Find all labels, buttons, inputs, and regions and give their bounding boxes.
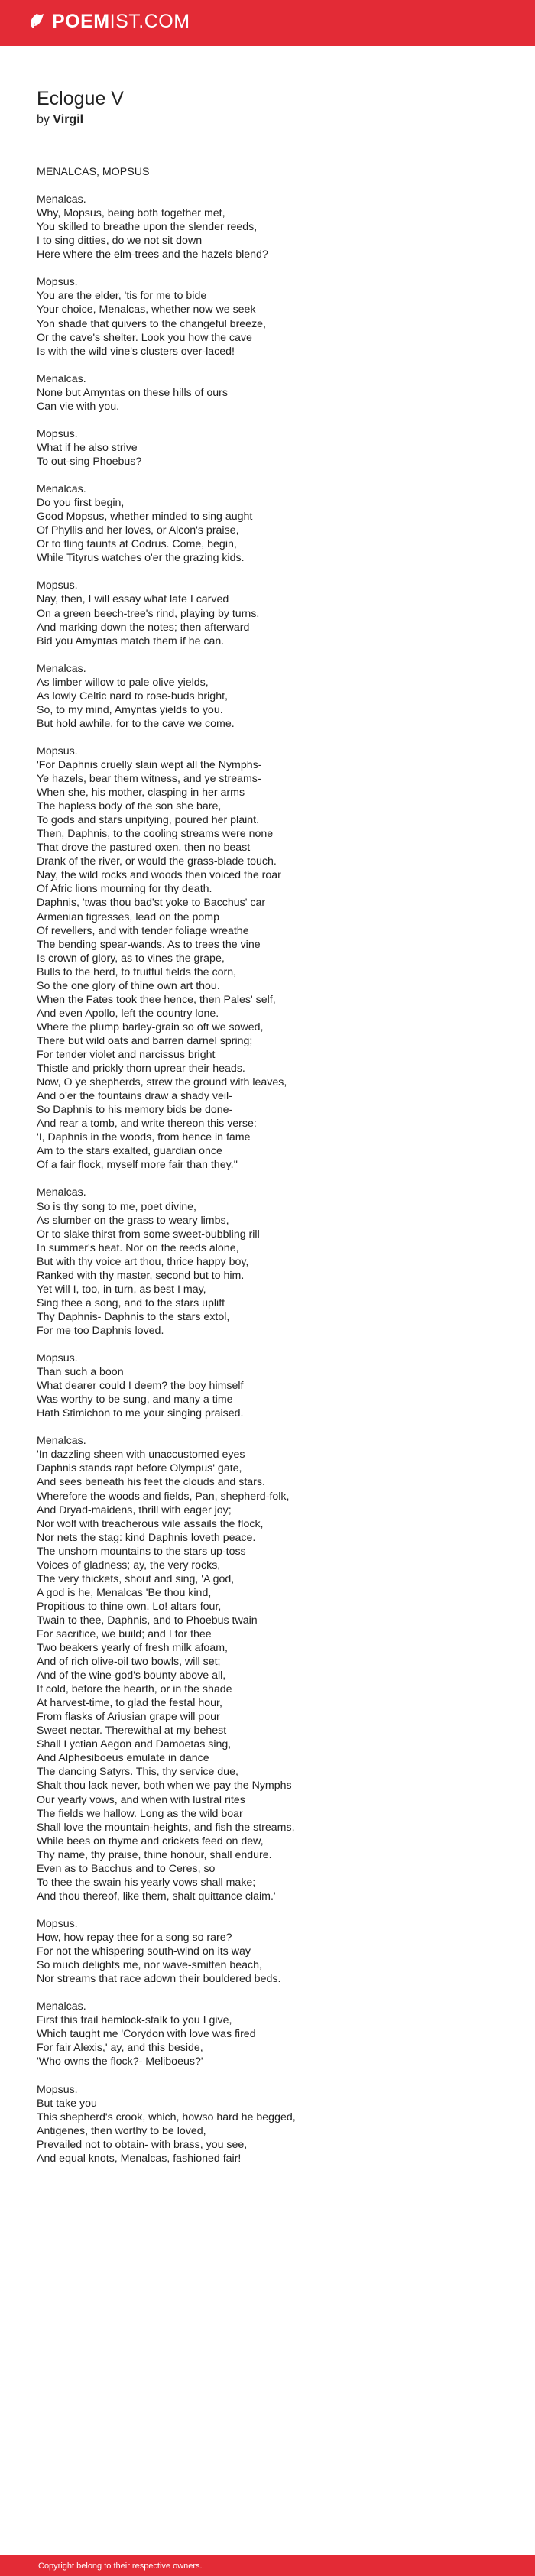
poem-line: While bees on thyme and crickets feed on dew, — [37, 1835, 264, 1848]
poem-line: To out-sing Phoebus? — [37, 455, 142, 468]
poem-line: Which taught me 'Corydon with love was fired — [37, 2028, 256, 2041]
poem-line: Mopsus. — [37, 745, 78, 758]
footer — [0, 2555, 535, 2576]
poem-line: There but wild oats and barren darnel spring; — [37, 1034, 253, 1047]
poem-line: And Alphesiboeus emulate in dance — [37, 1752, 209, 1765]
poem-line: Nor streams that race adown their bouldered beds. — [37, 1973, 281, 1986]
poem-line: Daphnis stands rapt before Olympus' gate, — [37, 1462, 242, 1475]
poem-line: And Dryad-maidens, thrill with eager joy; — [37, 1504, 232, 1517]
poem-line: Menalcas. — [37, 483, 86, 496]
poem-line: Was worthy to be sung, and many a time — [37, 1393, 233, 1406]
poem-line: Nay, then, I will essay what late I carved — [37, 593, 229, 606]
poem-line: To gods and stars unpitying, poured her plaint. — [37, 814, 260, 827]
poem-line: Mopsus. — [37, 427, 78, 440]
poem-line: Or to fling taunts at Codrus. Come, begin, — [37, 538, 237, 551]
poem-line: Nor nets the stag: kind Daphnis loveth peace. — [37, 1531, 256, 1544]
poem-line: Menalcas. — [37, 2000, 86, 2013]
logo-light: IST.COM — [109, 11, 190, 32]
poem-line: And of the wine-god's bounty above all, — [37, 1669, 226, 1682]
poem-line: Where the plump barley-grain so oft we sowed, — [37, 1020, 264, 1033]
poem-line: While Tityrus watches o'er the grazing kids. — [37, 552, 245, 565]
poem-line: If cold, before the hearth, or in the shade — [37, 1683, 232, 1696]
stanza — [37, 427, 511, 469]
poem-line: Of Phyllis and her loves, or Alcon's praise, — [37, 524, 239, 537]
poem-line: For me too Daphnis loved. — [37, 1324, 164, 1337]
poem-line: Mopsus. — [37, 579, 78, 592]
poem-line: The fields we hallow. Long as the wild boar — [37, 1807, 243, 1820]
poem-line: As limber willow to pale olive yields, — [37, 676, 209, 689]
stanza — [37, 662, 511, 731]
stanza — [37, 275, 511, 358]
poem-line: Good Mopsus, whether minded to sing aught — [37, 511, 253, 524]
poem-line: Yet will I, too, in turn, as best I may, — [37, 1283, 206, 1296]
poem-line: So Daphnis to his memory bids be done- — [37, 1104, 233, 1117]
poem-line: Wherefore the woods and fields, Pan, shepherd-folk, — [37, 1490, 290, 1503]
poem-line: The very thickets, shout and sing, 'A god, — [37, 1572, 235, 1585]
poem-line: Is crown of glory, as to vines the grape, — [37, 952, 225, 965]
poem-line: When she, his mother, clasping in her arms — [37, 787, 245, 800]
poem-line: Twain to thee, Daphnis, and to Phoebus twain — [37, 1614, 258, 1627]
poem-line: Shall love the mountain-heights, and fish the streams, — [37, 1821, 295, 1834]
poem-title: Eclogue V — [37, 88, 124, 109]
poem-line: 'For Daphnis cruelly slain wept all the Nymphs- — [37, 759, 262, 772]
poem-line: Mopsus. — [37, 1352, 78, 1365]
poem-line: But take you — [37, 2097, 97, 2110]
poem-line: And marking down the notes; then afterward — [37, 621, 250, 634]
top-bar — [0, 0, 535, 46]
stanza — [37, 1351, 511, 1420]
poem-line: You are the elder, 'tis for me to bide — [37, 290, 207, 303]
stanza — [37, 193, 511, 261]
poem-line: Am to the stars exalted, guardian once — [37, 1145, 222, 1158]
poem-line: Daphnis, 'twas thou bad'st yoke to Bacchus' car — [37, 897, 266, 910]
poem-line: None but Amyntas on these hills of ours — [37, 386, 228, 399]
poem-line: MENALCAS, MOPSUS — [37, 166, 150, 178]
poem-line: And rear a tomb, and write thereon this verse: — [37, 1118, 257, 1131]
poem-line: Armenian tigresses, lead on the pomp — [37, 910, 219, 923]
stanza — [37, 579, 511, 647]
poem-line: Mopsus. — [37, 2083, 78, 2096]
poem-line: First this frail hemlock-stalk to you I give, — [37, 2014, 232, 2027]
poem-line: What if he also strive — [37, 441, 138, 454]
poem-line: You skilled to breathe upon the slender reeds, — [37, 221, 258, 234]
poem-line: Menalcas. — [37, 662, 86, 675]
poem-line: Of revellers, and with tender foliage wreathe — [37, 924, 249, 937]
poem-line: Bulls to the herd, to fruitful fields the corn, — [37, 965, 237, 978]
poem-line: The bending spear-wands. As to trees the vine — [37, 938, 261, 951]
poem-line: How, how repay thee for a song so rare? — [37, 1932, 232, 1944]
logo-bold: POEM — [52, 11, 110, 32]
poemist-logo-icon — [28, 12, 46, 31]
poem-line: Menalcas. — [37, 193, 86, 206]
poem-line: Even as to Bacchus and to Ceres, so — [37, 1862, 216, 1875]
site-logo[interactable] — [28, 10, 190, 33]
poem-line: Shalt thou lack never, both when we pay the Nymphs — [37, 1780, 292, 1792]
poem-line: For fair Alexis,' ay, and this beside, — [37, 2042, 203, 2055]
poem-line: Menalcas. — [37, 1435, 86, 1448]
poem-line: Two beakers yearly of fresh milk afoam, — [37, 1642, 228, 1655]
poem-line: Mopsus. — [37, 276, 78, 289]
stanza — [37, 482, 511, 565]
poem-line: From flasks of Ariusian grape will pour — [37, 1711, 220, 1724]
author-link[interactable]: Virgil — [53, 113, 84, 126]
poem-line: Than such a boon — [37, 1366, 124, 1379]
poem-line: Ye hazels, bear them witness, and ye streams- — [37, 773, 261, 786]
poem-line: Can vie with you. — [37, 400, 120, 413]
poem-line: So, to my mind, Amyntas yields to you. — [37, 703, 223, 716]
byline — [37, 112, 83, 128]
poem-line: Mopsus. — [37, 1917, 78, 1930]
poem-line: But with thy voice art thou, thrice happy boy, — [37, 1255, 249, 1268]
poem-line: I to sing ditties, do we not sit down — [37, 235, 203, 248]
poem-line: As slumber on the grass to weary limbs, — [37, 1214, 229, 1227]
poem-line: Nay, the wild rocks and woods then voiced the roar — [37, 869, 281, 882]
poem-line: So much delights me, nor wave-smitten beach, — [37, 1959, 262, 1972]
stanza — [37, 1917, 511, 1986]
poem-line: Propitious to thine own. Lo! altars four, — [37, 1600, 222, 1613]
poem-line: And even Apollo, left the country lone. — [37, 1007, 219, 1020]
poem-line: At harvest-time, to glad the festal hour, — [37, 1697, 222, 1710]
poem-line: Drank of the river, or would the grass-blade touch. — [37, 855, 277, 868]
poem-line: Yon shade that quivers to the changeful breeze, — [37, 317, 266, 330]
poem-line: Shall Lyctian Aegon and Damoetas sing, — [37, 1738, 232, 1751]
poem-line: Now, O ye shepherds, strew the ground with leaves, — [37, 1076, 287, 1089]
poem-line: Sweet nectar. Therewithal at my behest — [37, 1724, 227, 1737]
stanza — [37, 372, 511, 414]
poem-line: Here where the elm-trees and the hazels blend? — [37, 248, 268, 261]
poem-line: Or to slake thirst from some sweet-bubbling rill — [37, 1228, 260, 1241]
poem-line: Nor wolf with treacherous wile assails the flock, — [37, 1517, 264, 1530]
poem-line: In summer's heat. Nor on the reeds alone, — [37, 1241, 239, 1254]
poem-line: So is thy song to me, poet divine, — [37, 1200, 196, 1213]
poem-line: And equal knots, Menalcas, fashioned fair! — [37, 2152, 242, 2165]
poem-line: The unshorn mountains to the stars up-toss — [37, 1545, 246, 1558]
stanza — [37, 165, 511, 179]
poem-line: Menalcas. — [37, 1186, 86, 1199]
stanza — [37, 1186, 511, 1338]
poem-line: Prevailed not to obtain- with brass, you see, — [37, 2138, 248, 2151]
logo-text — [52, 10, 190, 33]
poem-line: Menalcas. — [37, 372, 86, 385]
poem-line: This shepherd's crook, which, howso hard he begged, — [37, 2110, 296, 2123]
poem-line: On a green beech-tree's rind, playing by turns, — [37, 607, 260, 620]
poem-line: Of Afric lions mourning for thy death. — [37, 883, 212, 896]
stanza — [37, 1434, 511, 1903]
poem-line: And o'er the fountains draw a shady veil- — [37, 1090, 232, 1103]
poem-line: Ranked with thy master, second but to him. — [37, 1269, 245, 1282]
poem-line: Thy name, thy praise, thine honour, shall endure. — [37, 1848, 272, 1861]
poem-line: And of rich olive-oil two bowls, will set; — [37, 1656, 221, 1669]
poem-line: Antigenes, then worthy to be loved, — [37, 2124, 206, 2137]
poem-line: When the Fates took thee hence, then Pales' self, — [37, 993, 276, 1006]
poem-line: Or the cave's shelter. Look you how the cave — [37, 331, 252, 344]
poem-line: A god is he, Menalcas 'Be thou kind, — [37, 1586, 212, 1599]
poem-line: Why, Mopsus, being both together met, — [37, 207, 225, 220]
poem-line: Is with the wild vine's clusters over-laced! — [37, 345, 235, 358]
stanza — [37, 745, 511, 1172]
poem-line: That drove the pastured oxen, then no beast — [37, 842, 251, 855]
by-label: by — [37, 113, 50, 126]
poem-line: 'I, Daphnis in the woods, from hence in fame — [37, 1131, 251, 1144]
poem-line: So the one glory of thine own art thou. — [37, 979, 220, 992]
poem-line: Thistle and prickly thorn uprear their heads. — [37, 1063, 245, 1075]
poem-line: Then, Daphnis, to the cooling streams were none — [37, 828, 274, 841]
poem-line: What dearer could I deem? the boy himself — [37, 1380, 244, 1393]
poem-line: The dancing Satyrs. This, thy service due, — [37, 1766, 238, 1779]
poem-body — [37, 165, 511, 2179]
poem-line: Your choice, Menalcas, whether now we seek — [37, 303, 256, 316]
poem-line: As lowly Celtic nard to rose-buds bright, — [37, 689, 228, 702]
poem-line: For tender violet and narcissus bright — [37, 1049, 216, 1061]
poem-line: Voices of gladness; ay, the very rocks, — [37, 1559, 221, 1572]
footer-copyright: Copyright belong to their respective owners. — [38, 2561, 203, 2571]
poem-line: For sacrifice, we build; and I for thee — [37, 1627, 212, 1640]
poem-line: Sing thee a song, and to the stars uplift — [37, 1296, 225, 1309]
poem-line: Thy Daphnis- Daphnis to the stars extol, — [37, 1310, 230, 1323]
poem-line: And sees beneath his feet the clouds and stars. — [37, 1476, 265, 1489]
poem-line: And thou thereof, like them, shalt quittance claim.' — [37, 1890, 276, 1903]
stanza — [37, 2083, 511, 2166]
poem-line: Our yearly vows, and when with lustral rites — [37, 1793, 245, 1806]
poem-line: Hath Stimichon to me your singing praised. — [37, 1407, 244, 1420]
poem-line: Bid you Amyntas match them if he can. — [37, 634, 225, 647]
poem-line: To thee the swain his yearly vows shall make; — [37, 1876, 256, 1889]
poem-line: Of a fair flock, myself more fair than they.'' — [37, 1159, 238, 1172]
poem-line: 'Who owns the flock?- Meliboeus?' — [37, 2055, 203, 2068]
stanza — [37, 2000, 511, 2068]
poem-line: For not the whispering south-wind on its way — [37, 1945, 251, 1958]
poem-line: 'In dazzling sheen with unaccustomed eyes — [37, 1449, 245, 1462]
poem-line: The hapless body of the son she bare, — [37, 800, 222, 813]
poem-line: But hold awhile, for to the cave we come. — [37, 717, 235, 730]
poem-line: Do you first begin, — [37, 497, 125, 510]
